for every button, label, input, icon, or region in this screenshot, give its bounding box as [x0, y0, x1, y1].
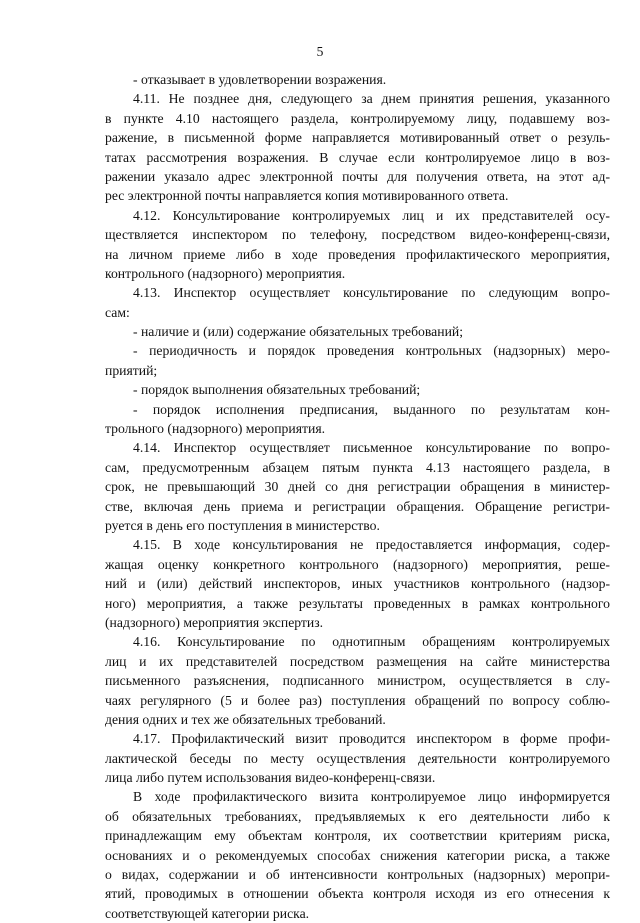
- text-line: трольного (надзорного) мероприятия.: [105, 421, 326, 437]
- text-line: В ходе профилактического визита контролируемое лицо информируется: [133, 789, 610, 805]
- text-line: ний и (или) действий инспекторов, иных участников контрольного (надзор-: [105, 576, 610, 592]
- text-line: ражении указало адрес электронной почты для получения ответа, на этот ад-: [105, 168, 610, 184]
- text-line: 4.17. Профилактический визит проводится инспектором в форме профи-: [133, 731, 610, 747]
- text-line: письменного разъяснения, подписанного министром, осуществляется в слу-: [105, 673, 610, 689]
- text-line: соответствующей категории риска.: [105, 905, 310, 921]
- text-line: жащая оценку конкретного контрольного (надзорного) мероприятия, реше-: [105, 556, 610, 572]
- text-line: 4.12. Консультирование контролируемых лиц и их представителей осу-: [133, 207, 610, 223]
- document-body: [105, 70, 610, 923]
- text-line: дения одних и тех же обязательных требований.: [105, 711, 386, 727]
- text-line: - периодичность и порядок проведения контрольных (надзорных) меро-: [133, 343, 610, 359]
- text-line: лактической беседы по месту осуществления деятельности контролируемого: [105, 750, 610, 766]
- text-line: - отказывает в удовлетворении возражения.: [133, 72, 387, 87]
- text-line: 4.14. Инспектор осуществляет письменное консультирование по вопро-: [133, 440, 610, 456]
- text-line: о видах, содержании и об интенсивности контрольных (надзорных) меропри-: [105, 867, 610, 883]
- text-line: - порядок выполнения обязательных требований;: [133, 382, 421, 398]
- text-line: ществляется инспектором по телефону, посредством видео-конференц-связи,: [105, 227, 610, 243]
- text-line: об обязательных требованиях, предъявляемых к его деятельности либо к: [105, 808, 610, 824]
- text-line: лица либо путем использования видео-конференц-связи.: [105, 770, 436, 786]
- text-line: ражение, в письменной форме направляется мотивированный ответ о резуль-: [105, 130, 610, 146]
- text-line: контрольного (надзорного) мероприятия.: [105, 265, 346, 281]
- text-line: срок, не превышающий 30 дней со дня регистрации обращения в министер-: [105, 479, 610, 495]
- text-line: на личном приеме либо в ходе проведения профилактического мероприятия,: [105, 246, 610, 262]
- text-line: ятий, проводимых в отношении объекта контроля исходя из его отнесения к: [105, 886, 610, 902]
- text-line: татах рассмотрения возражения. В случае если контролируемое лицо в воз-: [105, 149, 610, 165]
- text-line: лиц и их представителей посредством размещения на сайте министерства: [105, 653, 610, 669]
- text-line: чаях регулярного (5 и более раз) поступления обращений по вопросу соблю-: [105, 692, 610, 708]
- text-line: стве, включая день приема и регистрации обращения. Обращение регистри-: [105, 498, 610, 514]
- text-line: рес электронной почты направляется копия мотивированного ответа.: [105, 188, 509, 204]
- page-number: 5: [316, 44, 324, 59]
- text-line: 4.16. Консультирование по однотипным обращениям контролируемых: [133, 634, 610, 650]
- text-line: приятий;: [105, 362, 158, 378]
- text-line: принадлежащим ему объектам контроля, их соответствии критериям риска,: [105, 828, 610, 844]
- text-line: 4.15. В ходе консультирования не предоставляется информация, содер-: [133, 537, 610, 553]
- text-line: - порядок исполнения предписания, выданного по результатам кон-: [133, 401, 610, 417]
- text-line: (надзорного) мероприятия экспертиз.: [105, 614, 324, 630]
- text-line: ного) мероприятия, а также результаты проведенных в рамках контрольного: [105, 595, 610, 611]
- text-line: в пункте 4.10 настоящего раздела, контролируемому лицу, подавшему воз-: [105, 110, 610, 126]
- text-line: руется в день его поступления в министерство.: [105, 517, 380, 533]
- text-line: 4.13. Инспектор осуществляет консультирование по следующим вопро-: [133, 285, 610, 301]
- text-line: - наличие и (или) содержание обязательных требований;: [133, 324, 464, 340]
- text-line: основаниях и о рекомендуемых способах снижения категории риска, а также: [105, 847, 610, 863]
- text-line: 4.11. Не позднее дня, следующего за днем принятия решения, указанного: [133, 91, 610, 107]
- text-line: сам:: [105, 304, 130, 320]
- text-line: сам, предусмотренным абзацем пятым пункта 4.13 настоящего раздела, в: [105, 459, 610, 475]
